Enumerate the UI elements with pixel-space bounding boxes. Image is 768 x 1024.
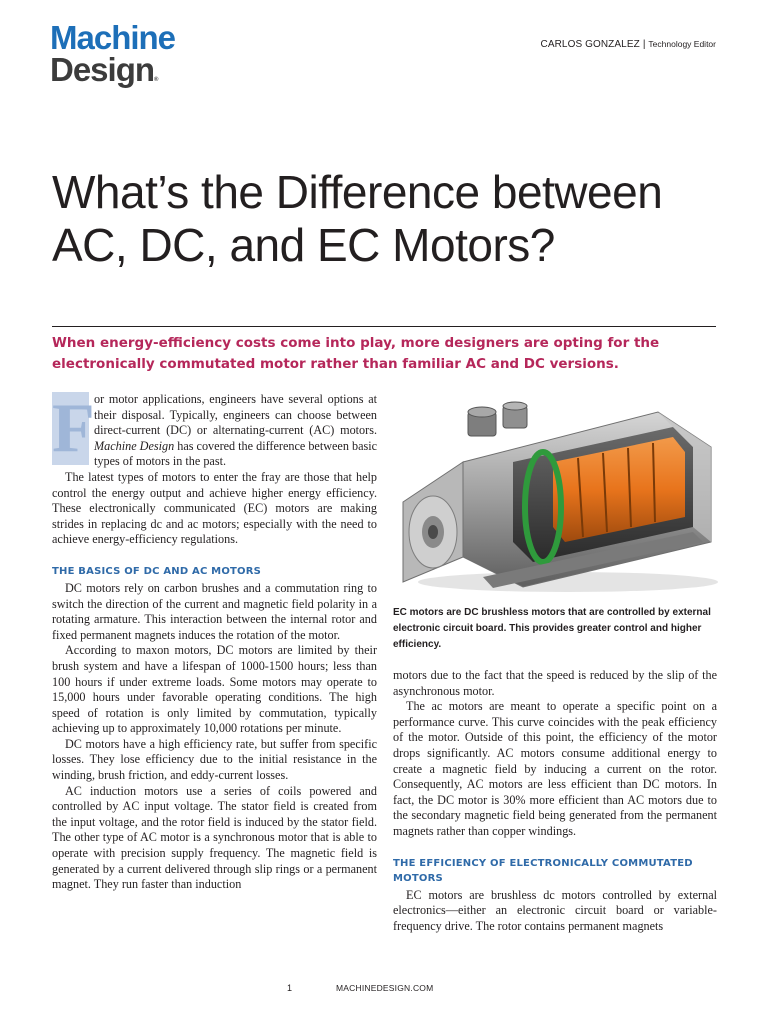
paragraph: motors due to the fact that the speed is reduced by the slip of the asynchronous motor. (393, 668, 717, 698)
byline (541, 39, 717, 50)
author-name: CARLOS GONZALEZ (540, 39, 640, 50)
paragraph: The latest types of motors to enter the fray are those that help control the energy output and achieve higher energy efficiency. These electronically communicated (EC) motors are making strides in replacing dc and ac motors; especially with the need to achieve energy-efficiency regulations. (52, 469, 377, 547)
article-deck: When energy-efficiency costs come into play, more designers are opting for the electronically commutated motor rather than familiar AC and DC versions. (52, 335, 660, 372)
page-number: 1 (287, 983, 293, 993)
drop-cap: F (52, 390, 95, 467)
author-role: Technology Editor (648, 39, 716, 49)
intro-paragraph: F or motor applications, engineers have several options at their disposal. Typically, engineers can choose between direct-current (DC) or alternating-current (AC) motors. Machine Design has covered the difference between basic types of motors in the past. (52, 390, 378, 469)
paragraph: According to maxon motors, DC motors are limited by their brush system and have a lifespan of 1000-1500 hours; less than 100 hours if under extreme loads. Some motors may operate to 15,000 hours under favorable operating conditions. The high speed of rotation is only limited by commutation, typically achieving up to approximately 10,000 rotations per minute. (52, 643, 377, 736)
logo-line2: Design® (50, 51, 159, 88)
logo-line1: Machine (50, 19, 176, 56)
publication-name: Machine Design (94, 438, 175, 453)
paragraph: DC motors have a high efficiency rate, but suffer from specific losses. They lose efficiency due to the initial resistance in the winding, brush friction, and eddy-current losses. (52, 736, 377, 783)
paragraph: AC induction motors use a series of coils powered and controlled by AC input voltage. The stator field is created from the input voltage, and the rotor field is induced by the stator field. The other type of AC motor is a synchronous motor that is able to operate with precision supply frequency. The magnetic field is generated by a current delivered through slip rings or a permanent magnet. They run faster than induction (52, 783, 377, 892)
section-heading-basics: THE BASICS OF DC AND AC MOTORS (52, 565, 262, 577)
left-column (52, 392, 377, 893)
title-rule (52, 326, 716, 327)
ec-motor-cutaway-image (393, 392, 723, 600)
site-link[interactable]: MACHINEDESIGN.COM (336, 983, 434, 993)
right-column (393, 668, 717, 934)
machine-design-logo[interactable] (50, 19, 176, 96)
registered-mark: ® (154, 77, 159, 83)
figure-caption: EC motors are DC brushless motors that are controlled by external electronic circuit board. This provides greater control and higher efficiency. (393, 607, 711, 650)
paragraph: DC motors rely on carbon brushes and a commutation ring to switch the direction of the current and magnetic field polarity in a rotating armature. This interaction between the internal rotor and fixed permanent magnets induces the rotation of the motor. (52, 580, 377, 642)
paragraph: The ac motors are meant to operate a specific point on a performance curve. This curve coincides with the peak efficiency of the motor. Outside of this point, the efficiency of the motor drops significantly. AC motors consume additional energy to create a magnetic field by inducing a current on the rotor. Consequently, AC motors are less efficient than DC motors. In fact, the DC motor is 30% more efficient than AC motors due to the secondary magnetic field being generated from the permanent magnets rather than copper windings. (393, 699, 717, 838)
byline-separator: | (642, 39, 646, 50)
paragraph: EC motors are brushless dc motors controlled by external electronics—either an electronic circuit board or variable-frequency drive. The rotor contains permanent magnets (393, 887, 717, 933)
section-heading-efficiency: THE EFFICIENCY OF ELECTRONICALLY COMMUTATED MOTORS (393, 857, 693, 884)
article-title: What’s the Difference between AC, DC, and EC Motors? (52, 166, 663, 271)
